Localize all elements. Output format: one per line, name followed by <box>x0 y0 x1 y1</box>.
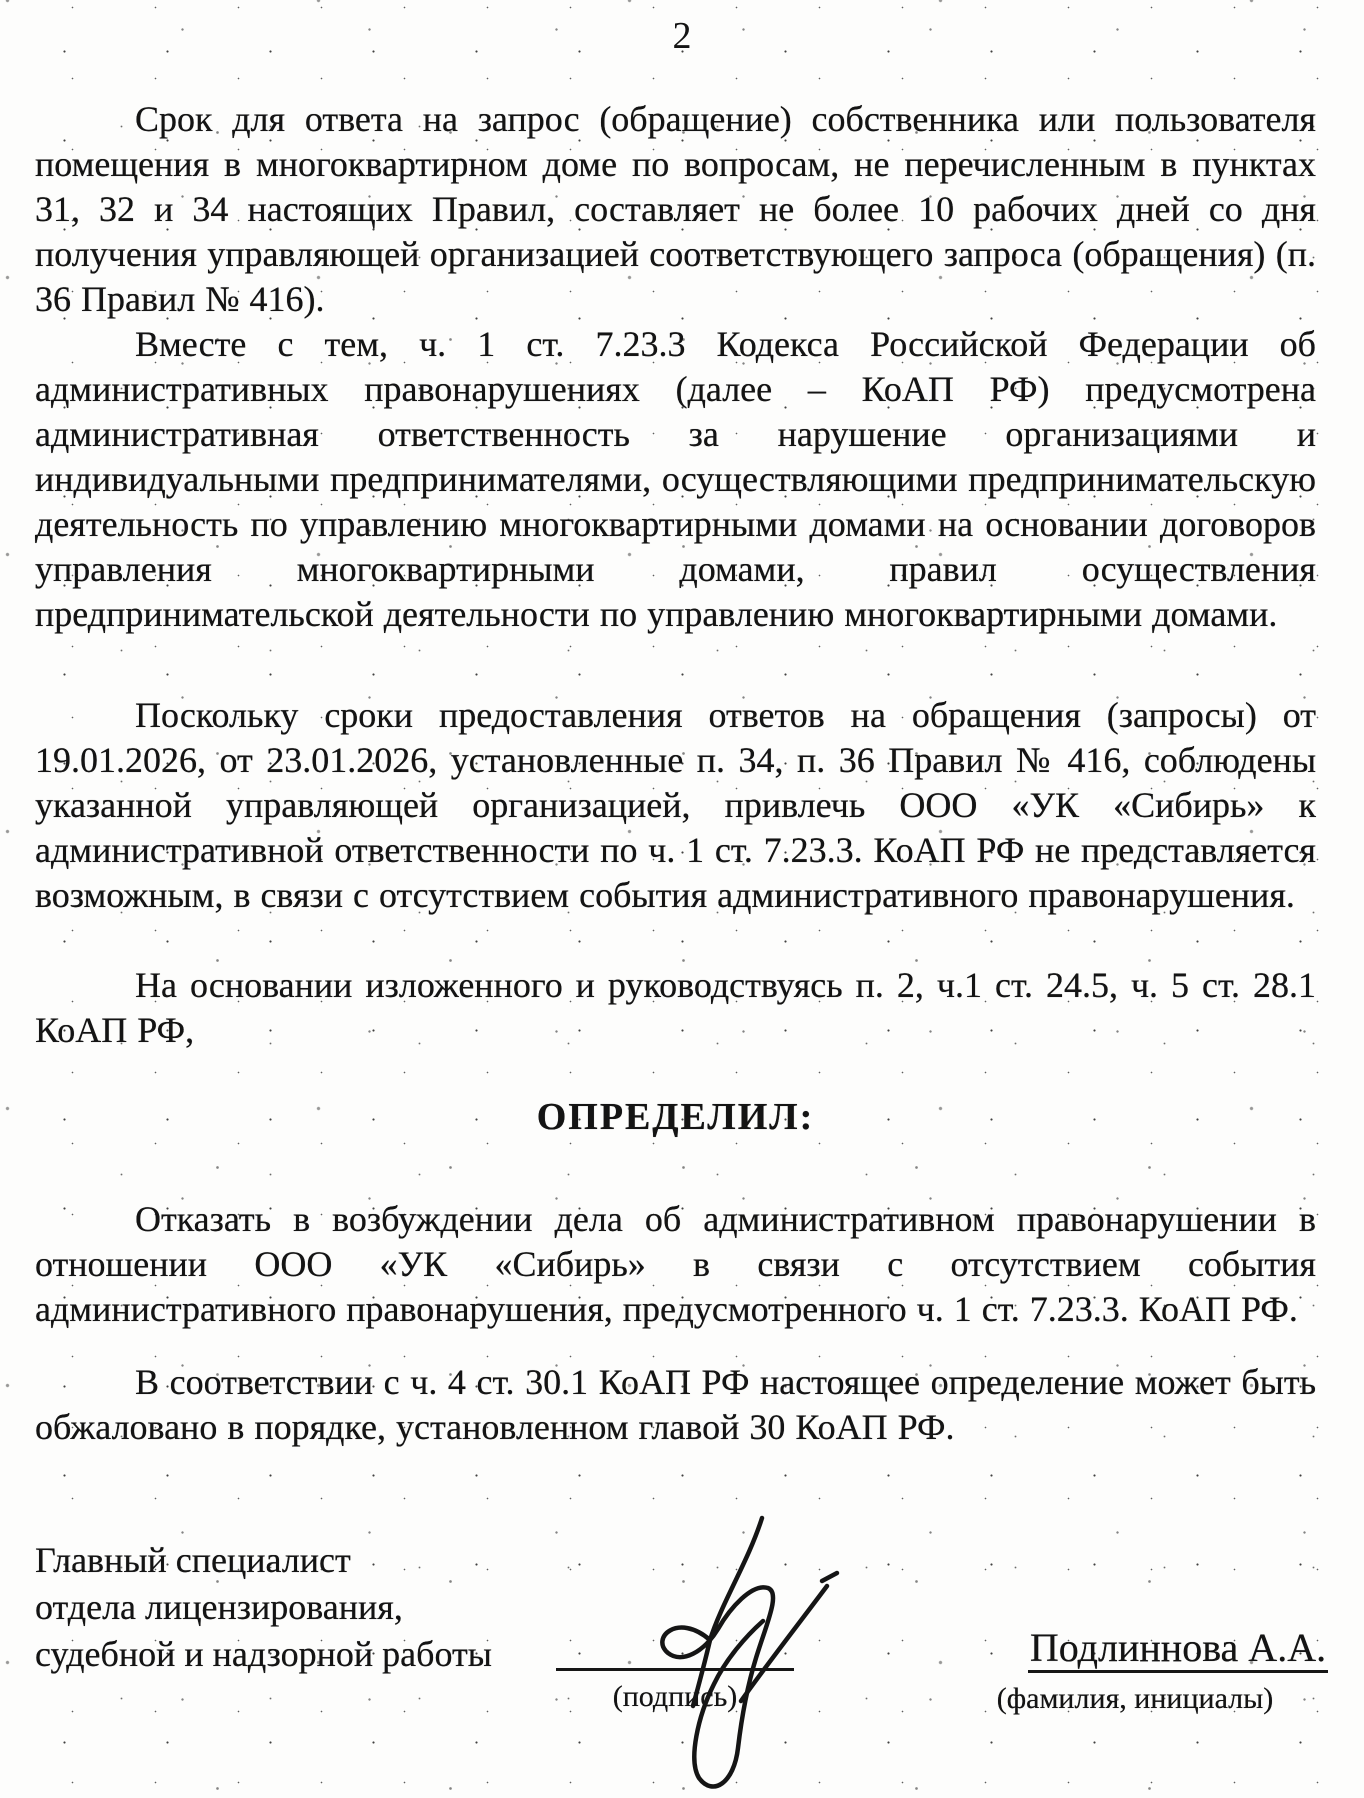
body-paragraph-term: Срок для ответа на запрос (обращение) собственника или пользователя помещения в многоквартирном доме по вопросам, не перечисленным в пунктах 31, 32 и 34 настоящих Правил, составляет не более 10 рабочих дней со дня получения управляющей организацией соответствующего запроса (обращения) (п. 36 Правил № 416). <box>35 99 1316 319</box>
officer-name: Подлиннова А.А. <box>1028 1628 1328 1673</box>
officer-position <box>35 1537 655 1678</box>
resolution-paragraph-refusal: Отказать в возбуждении дела об административном правонарушении в отношении ООО «УК «Сибирь» в связи с отсутствием события административного правонарушения, предусмотренного ч. 1 ст. 7.23.3. КоАП РФ. <box>35 1199 1316 1329</box>
officer-position-line2: отдела лицензирования, <box>35 1587 403 1627</box>
officer-position-line1: Главный специалист <box>35 1540 351 1580</box>
resolution-paragraph-appeal: В соответствии с ч. 4 ст. 30.1 КоАП РФ настоящее определение может быть обжаловано в порядке, установленном главой 30 КоАП РФ. <box>35 1362 1316 1447</box>
name-caption: (фамилия, инициалы) <box>996 1682 1274 1715</box>
resolution-heading: ОПРЕДЕЛИЛ: <box>536 1096 815 1138</box>
body-paragraph-conclusion: Поскольку сроки предоставления ответов на обращения (запросы) от 19.01.2026, от 23.01.2026, установленные п. 34, п. 36 Правил № 416, соблюдены указанной управляющей организацией, привлечь ООО «УК «Сибирь» к административной ответственности по ч. 1 ст. 7.23.3. КоАП РФ не представляется возможным, в связи с отсутствием события административного правонарушения. <box>35 695 1316 915</box>
page-number: 2 <box>672 15 692 57</box>
body-paragraph-koap-liability: Вместе с тем, ч. 1 ст. 7.23.3 Кодекса Российской Федерации об административных правонарушениях (далее – КоАП РФ) предусмотрена административная ответственность за нарушение организациями и индивидуальными предпринимателями, осуществляющими предпринимательскую деятельность по управлению многоквартирными домами на основании договоров управления многоквартирными домами, правил осуществления предпринимательской деятельности по управлению многоквартирными домами. <box>35 324 1316 634</box>
signature-caption: (подпись) <box>612 1680 738 1713</box>
signature-line <box>556 1668 794 1671</box>
officer-position-line3: судебной и надзорной работы <box>35 1634 492 1674</box>
body-paragraph-legal-basis: На основании изложенного и руководствуясь п. 2, ч.1 ст. 24.5, ч. 5 ст. 28.1 КоАП РФ, <box>35 965 1316 1050</box>
